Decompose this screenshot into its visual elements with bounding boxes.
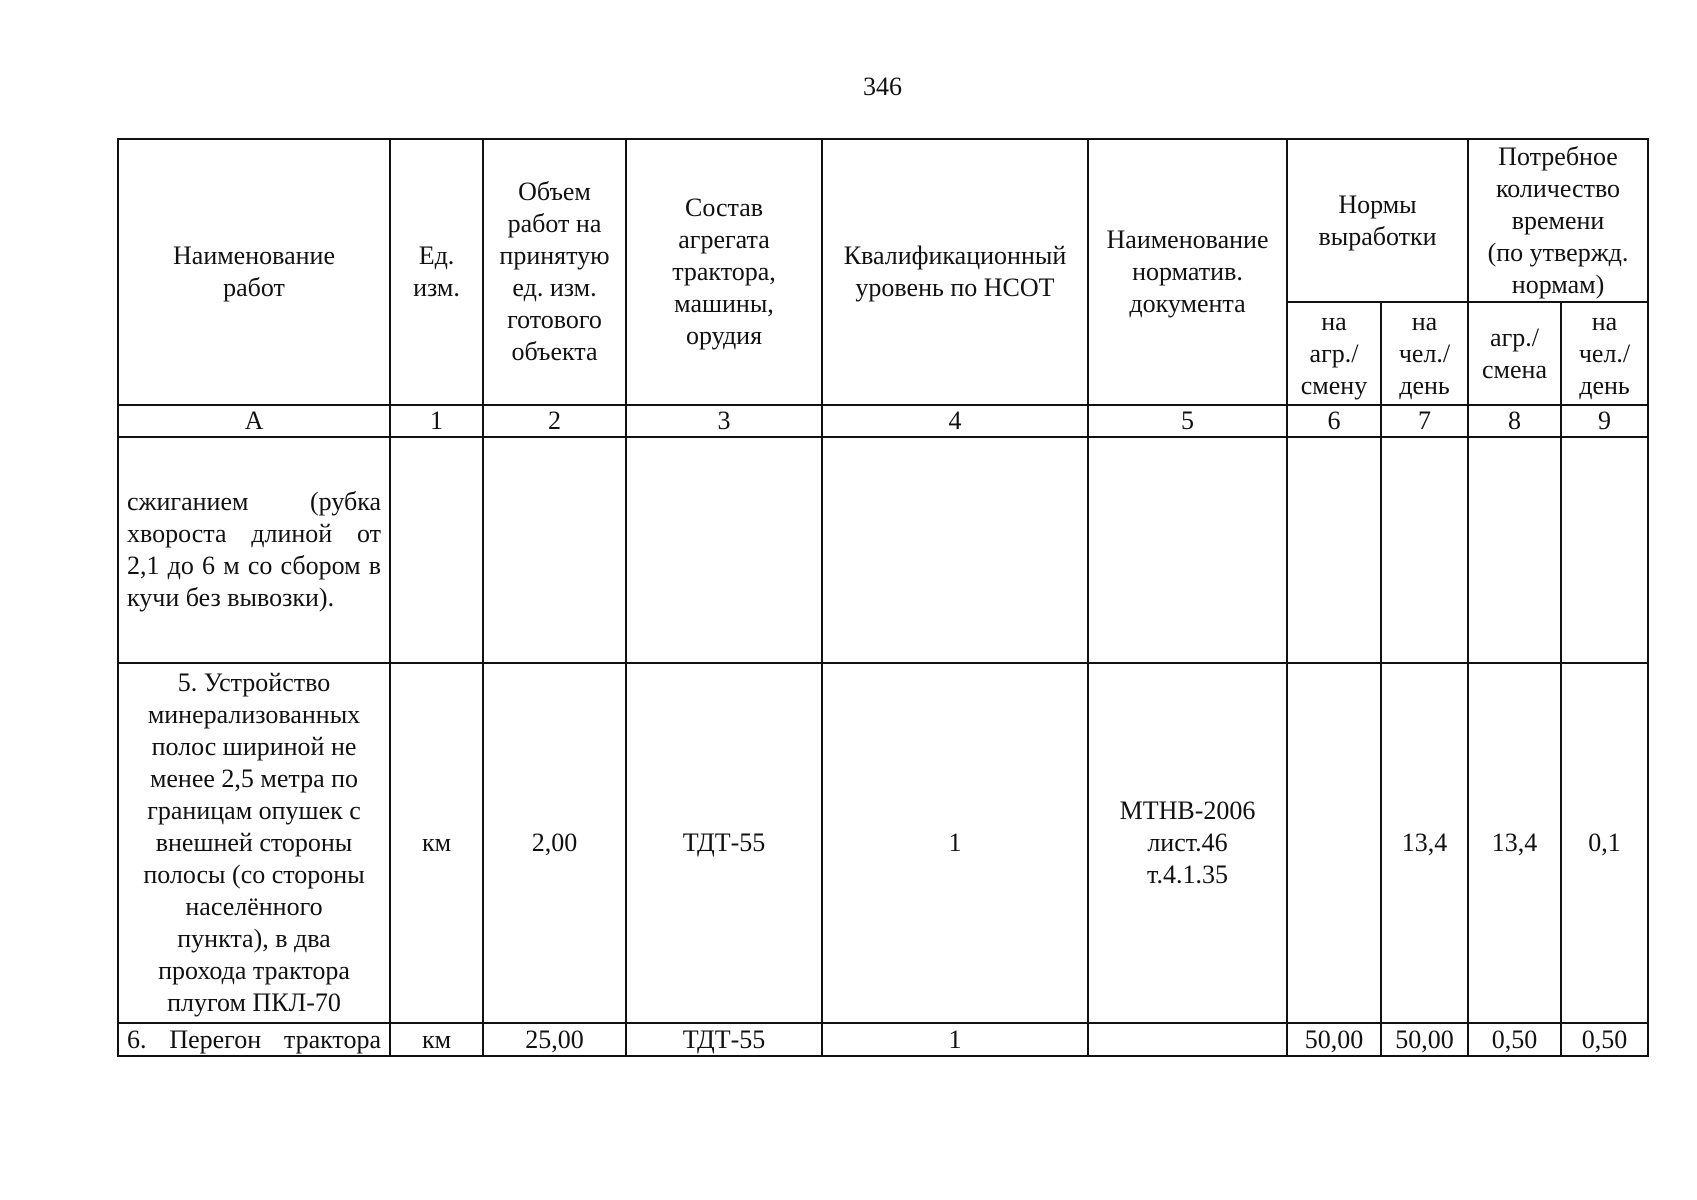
column-number: 6: [1287, 405, 1381, 437]
table-row: [118, 663, 1648, 1023]
column-number: 7: [1381, 405, 1468, 437]
machine-cell: ТДТ-55: [626, 663, 822, 1023]
column-number-row: [118, 405, 1648, 437]
header-norm-per-person: на чел./ день: [1381, 302, 1468, 405]
volume-cell: [483, 437, 626, 663]
header-row: [118, 139, 1648, 302]
column-number: 8: [1468, 405, 1561, 437]
header-unit: Ед. изм.: [390, 139, 483, 405]
norm-machine-cell: [1287, 663, 1381, 1023]
time-person-cell: [1561, 437, 1648, 663]
header-machine: Состав агрегата трактора, машины, орудия: [626, 139, 822, 405]
header-time-per-person: на чел./ день: [1561, 302, 1648, 405]
header-group-norms: Нормы выработки: [1287, 139, 1468, 302]
norm-person-cell: [1381, 437, 1468, 663]
unit-cell: [390, 437, 483, 663]
time-person-cell: 0,1: [1561, 663, 1648, 1023]
table-row: [118, 437, 1648, 663]
column-number: 4: [822, 405, 1088, 437]
machine-cell: [626, 437, 822, 663]
document-cell: [1088, 1023, 1287, 1056]
document-cell: МТНВ-2006 лист.46 т.4.1.35: [1088, 663, 1287, 1023]
time-person-cell: 0,50: [1561, 1023, 1648, 1056]
level-cell: 1: [822, 1023, 1088, 1056]
column-number: 1: [390, 405, 483, 437]
document-cell: [1088, 437, 1287, 663]
time-machine-cell: 0,50: [1468, 1023, 1561, 1056]
norms-table: [117, 138, 1649, 1057]
unit-cell: км: [390, 1023, 483, 1056]
column-number: 9: [1561, 405, 1648, 437]
header-document: Наименование норматив. документа: [1088, 139, 1287, 405]
norm-person-cell: 50,00: [1381, 1023, 1468, 1056]
header-qualification: Квалификационный уровень по НСОТ: [822, 139, 1088, 405]
column-number: 3: [626, 405, 822, 437]
machine-cell: ТДТ-55: [626, 1023, 822, 1056]
work-name-cell: 5. Устройство минерализованных полос шириной не менее 2,5 метра по границам опушек с внешней стороны полосы (со стороны населённого пункта), в два прохода трактора плугом ПКЛ-70: [118, 663, 390, 1023]
level-cell: 1: [822, 663, 1088, 1023]
column-number: 2: [483, 405, 626, 437]
norm-machine-cell: 50,00: [1287, 1023, 1381, 1056]
table-row: [118, 1023, 1648, 1056]
page-number: 346: [863, 72, 902, 101]
unit-cell: км: [390, 663, 483, 1023]
norm-machine-cell: [1287, 437, 1381, 663]
column-number: А: [118, 405, 390, 437]
level-cell: [822, 437, 1088, 663]
header-work-name: Наименование работ: [118, 139, 390, 405]
header-time-per-machine: агр./ смена: [1468, 302, 1561, 405]
header-norm-per-machine: на агр./ смену: [1287, 302, 1381, 405]
volume-cell: 25,00: [483, 1023, 626, 1056]
header-volume: Объем работ на принятую ед. изм. готового объекта: [483, 139, 626, 405]
norm-person-cell: 13,4: [1381, 663, 1468, 1023]
volume-cell: 2,00: [483, 663, 626, 1023]
work-name-cell: 6. Перегон трактора: [118, 1023, 390, 1056]
time-machine-cell: [1468, 437, 1561, 663]
column-number: 5: [1088, 405, 1287, 437]
work-name-cell: сжиганием (рубка хвороста длиной от 2,1 до 6 м со сбором в кучи без вывозки).: [118, 437, 390, 663]
header-group-time: Потребное количество времени (по утвержд. нормам): [1468, 139, 1648, 302]
time-machine-cell: 13,4: [1468, 663, 1561, 1023]
